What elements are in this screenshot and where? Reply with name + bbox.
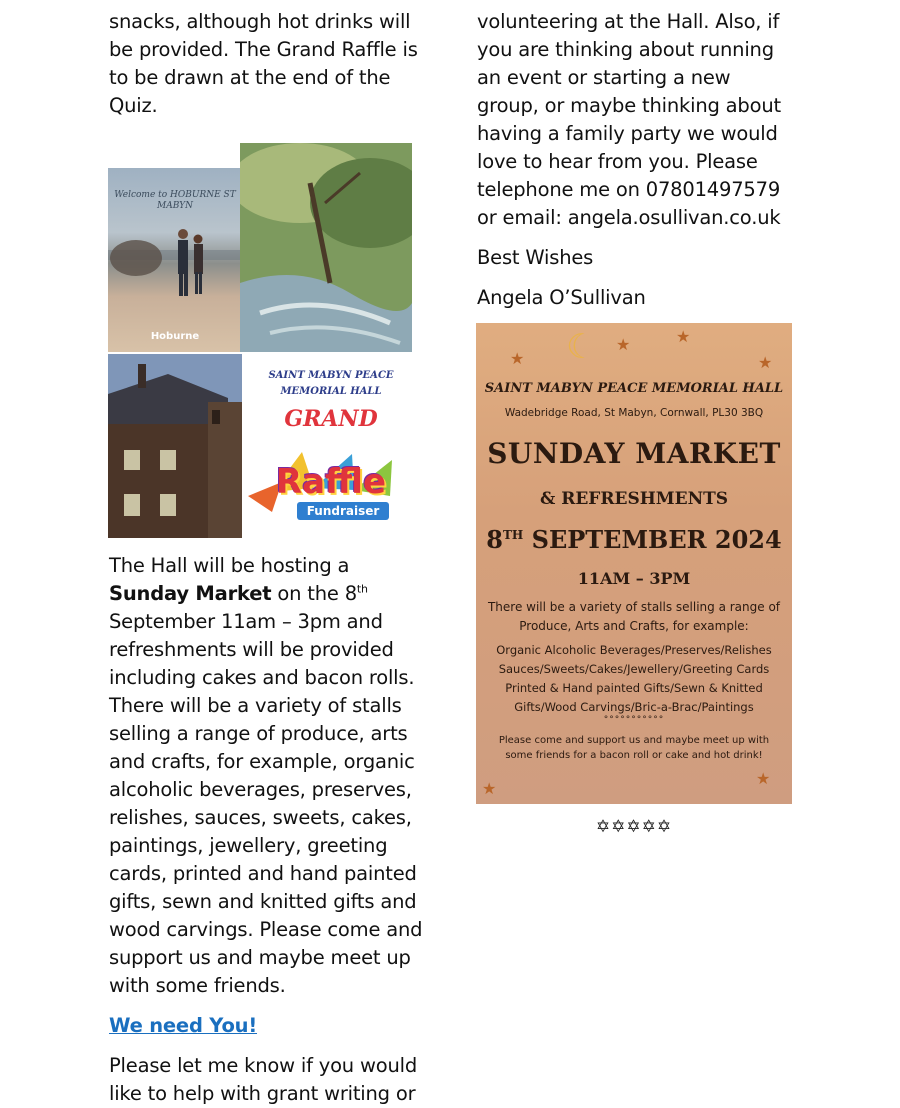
- star-decoration: ★: [756, 769, 771, 788]
- help-paragraph: Please let me know if you would like to help with grant writing or: [109, 1054, 417, 1105]
- sign-off: Best Wishes: [477, 246, 594, 269]
- moon-decoration: ☾: [566, 327, 597, 367]
- poster-closing: Please come and support us and maybe meet up with some friends for a bacon roll or cake and hot drink!: [498, 735, 770, 761]
- raffle-word: Raffle: [275, 462, 387, 502]
- raffle-sub-text: Fundraiser: [297, 502, 390, 520]
- market-bold: Sunday Market: [109, 582, 272, 605]
- divider-stars: ✡✡✡✡✡: [595, 817, 673, 837]
- poster-stall-list: Organic Alcoholic Beverages/Preserves/Relishes Sauces/Sweets/Cakes/Jewellery/Greeting Cards Printed & Hand painted Gifts/Sewn & Knitted Gifts/Wood Carvings/Bric-a-Brac/Paintings: [496, 643, 772, 714]
- house-scene: [108, 354, 242, 538]
- poster-date: [476, 525, 792, 554]
- poster-title: SAINT MABYN PEACE MEMORIAL HALL: [484, 381, 784, 396]
- river-scene: [240, 143, 412, 352]
- poster-subheadline: & REFRESHMENTS: [539, 489, 729, 509]
- poster-time: 11AM – 3PM: [577, 569, 691, 588]
- market-paragraph: [109, 552, 429, 1000]
- beach-photo: [108, 168, 242, 352]
- star-decoration: ★: [510, 349, 525, 368]
- raffle-hall: SAINT MABYN PEACE MEMORIAL HALL: [268, 370, 394, 397]
- volunteer-paragraph: volunteering at the Hall. Also, if you are thinking about running an event or starting a new group, or maybe thinking about having a family party we would love to hear from you. Please telephone me on 07801497579 or email: angela.osullivan.co.uk: [477, 10, 781, 229]
- intro-paragraph: snacks, although hot drinks will be provided. The Grand Raffle is to be drawn at the end of the Quiz.: [109, 10, 418, 117]
- poster-headline: SUNDAY MARKET: [487, 437, 781, 470]
- star-decoration: ★: [482, 779, 497, 798]
- signature: Angela O’Sullivan: [477, 286, 646, 309]
- raffle-sub: [286, 500, 400, 519]
- poster-date-sup: TH: [503, 528, 524, 542]
- right-column: [477, 8, 797, 312]
- star-decoration: ★: [676, 327, 691, 346]
- beach-title: Welcome to HOBURNE ST MABYN: [114, 190, 236, 211]
- market-mid: on the 8: [271, 582, 357, 605]
- sunday-market-poster: [476, 323, 792, 804]
- market-rest: September 11am – 3pm and refreshments will be provided including cakes and bacon rolls. There will be a variety of stalls selling a range of produce, arts and crafts, for example, organic alcoholic beverages, preserves, relishes, sauces, sweets, cakes, paintings, jewellery, greeting cards, printed and hand painted gifts, sewn and knitted gifts and wood carvings. Please come and support us and maybe meet up with some friends.: [109, 610, 423, 997]
- beach-figures: [108, 168, 242, 352]
- raffle-poster: [242, 354, 420, 538]
- market-sup: th: [356, 582, 368, 596]
- left-column: [109, 8, 429, 120]
- poster-intro: There will be a variety of stalls selling a range of Produce, Arts and Crafts, for example:: [487, 600, 781, 633]
- market-pre: The Hall will be hosting a: [109, 554, 350, 577]
- poster-address: Wadebridge Road, St Mabyn, Cornwall, PL30 3BQ: [504, 407, 764, 419]
- poster-date-rest: SEPTEMBER 2024: [523, 525, 782, 554]
- star-decoration: ★: [616, 335, 631, 354]
- need-heading[interactable]: [109, 1012, 429, 1040]
- poster-dots: °°°°°°°°°°°: [603, 715, 665, 725]
- raffle-grand: GRAND: [284, 406, 378, 432]
- beach-brand: Hoburne: [150, 331, 200, 342]
- need-you-link[interactable]: We need You!: [109, 1014, 258, 1037]
- river-painting: [240, 143, 412, 352]
- star-decoration: ★: [758, 353, 773, 372]
- poster-date-num: 8: [486, 525, 503, 554]
- house-painting: [108, 354, 242, 538]
- left-column-lower: [109, 552, 429, 1108]
